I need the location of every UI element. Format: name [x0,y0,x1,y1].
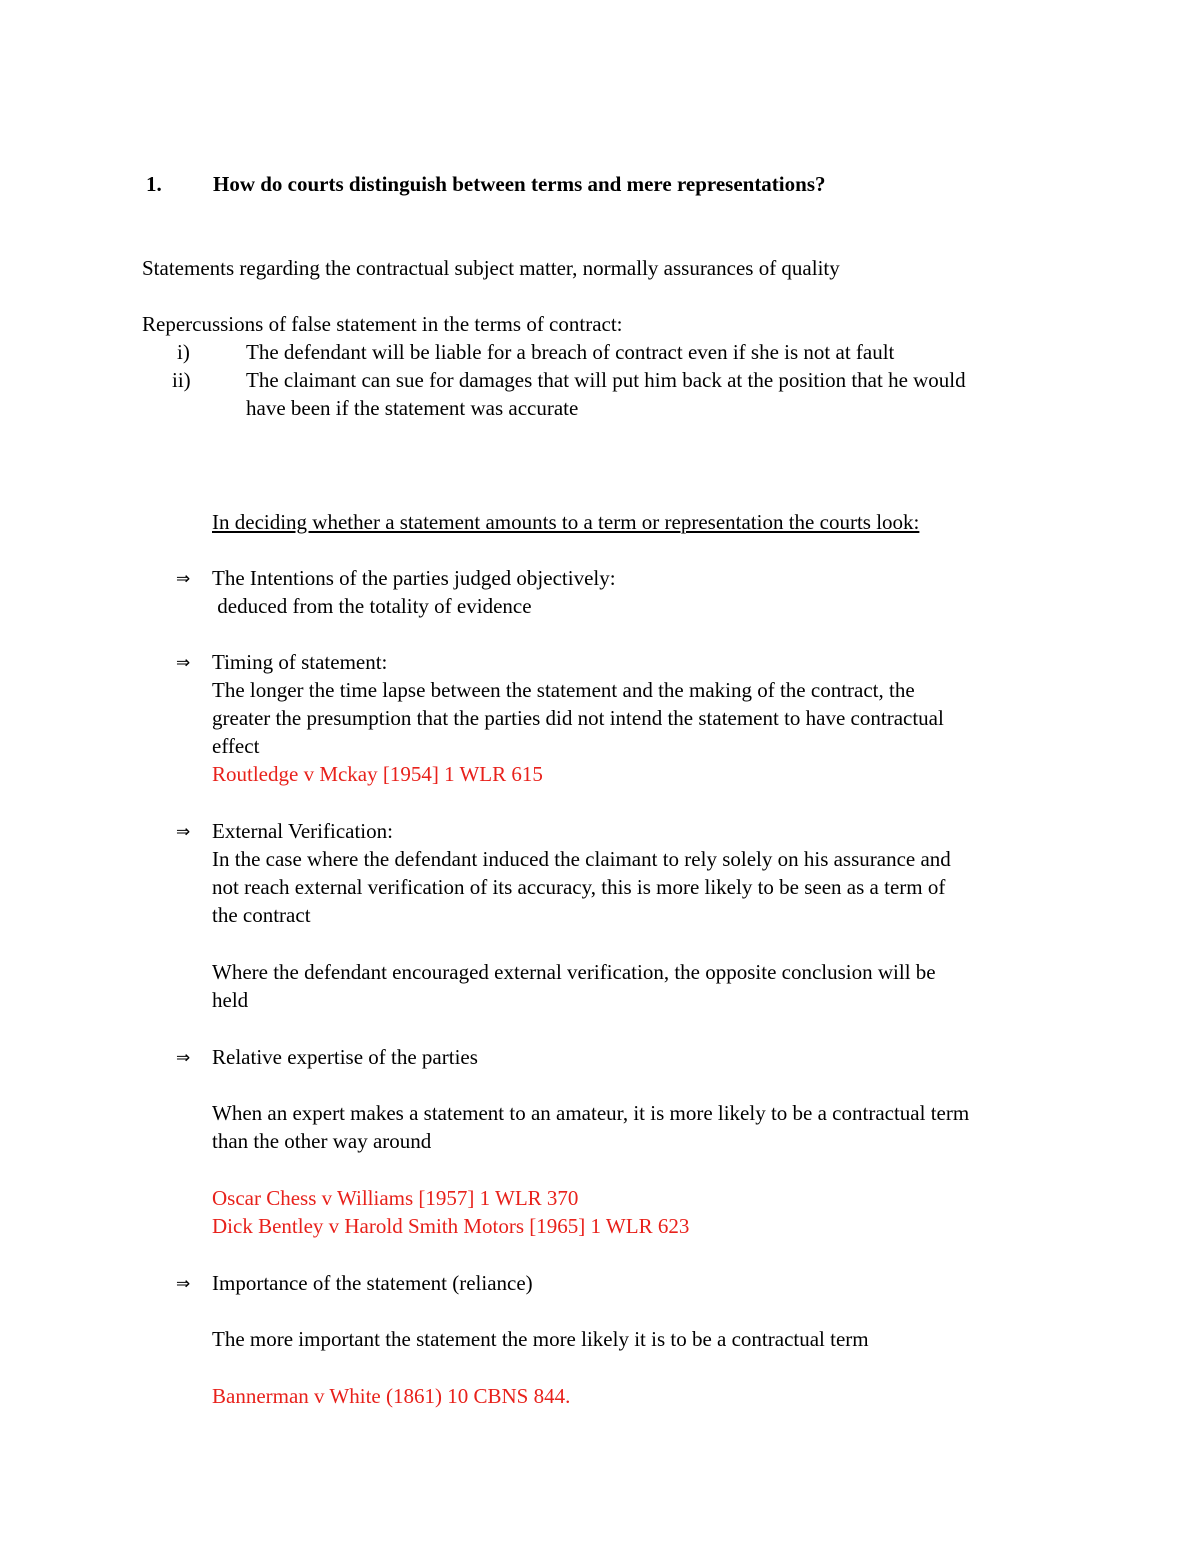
list-marker-ii: ii) [172,368,191,392]
list-item-ii-line-2: have been if the statement was accurate [246,396,579,420]
list-item-i-line-1: The defendant will be liable for a breach of contract even if she is not at fault [246,340,895,364]
case-citation: Routledge v Mckay [1954] 1 WLR 615 [212,762,543,786]
factor-text: deduced from the totality of evidence [212,594,532,618]
factor-text: not reach external verification of its accuracy, this is more likely to be seen as a term of [212,875,946,899]
factor-title-expertise: Relative expertise of the parties [212,1045,478,1069]
list-item-ii-line-1: The claimant can sue for damages that will put him back at the position that he would [246,368,966,392]
factor-text: greater the presumption that the parties did not intend the statement to have contractual [212,706,944,730]
factor-text: Where the defendant encouraged external verification, the opposite conclusion will be [212,960,936,984]
deciding-heading: In deciding whether a statement amounts to a term or representation the courts look: [212,510,920,534]
factor-text: than the other way around [212,1129,432,1153]
factor-title-timing: Timing of statement: [212,650,388,674]
question-number: 1. [146,172,162,196]
factor-text: effect [212,734,260,758]
factor-title-intentions: The Intentions of the parties judged objectively: [212,566,616,590]
arrow-icon: ⇒ [176,822,191,842]
factor-title-importance: Importance of the statement (reliance) [212,1271,533,1295]
factor-text: held [212,988,249,1012]
list-marker-i: i) [177,340,190,364]
factor-text: the contract [212,903,311,927]
factor-text: The more important the statement the more likely it is to be a contractual term [212,1327,869,1351]
arrow-icon: ⇒ [176,653,191,673]
factor-text: In the case where the defendant induced the claimant to rely solely on his assurance and [212,847,951,871]
factor-text: The longer the time lapse between the statement and the making of the contract, the [212,678,915,702]
arrow-icon: ⇒ [176,1274,191,1294]
factor-text: When an expert makes a statement to an amateur, it is more likely to be a contractual term [212,1101,970,1125]
repercussions-heading: Repercussions of false statement in the terms of contract: [142,312,623,336]
arrow-icon: ⇒ [176,1048,191,1068]
question-title: How do courts distinguish between terms and mere representations? [213,172,826,196]
arrow-icon: ⇒ [176,569,191,589]
case-citation: Dick Bentley v Harold Smith Motors [1965] 1 WLR 623 [212,1214,690,1238]
case-citation: Oscar Chess v Williams [1957] 1 WLR 370 [212,1186,579,1210]
intro-text: Statements regarding the contractual subject matter, normally assurances of quality [142,256,840,280]
factor-title-external-verification: External Verification: [212,819,393,843]
case-citation: Bannerman v White (1861) 10 CBNS 844. [212,1384,571,1408]
